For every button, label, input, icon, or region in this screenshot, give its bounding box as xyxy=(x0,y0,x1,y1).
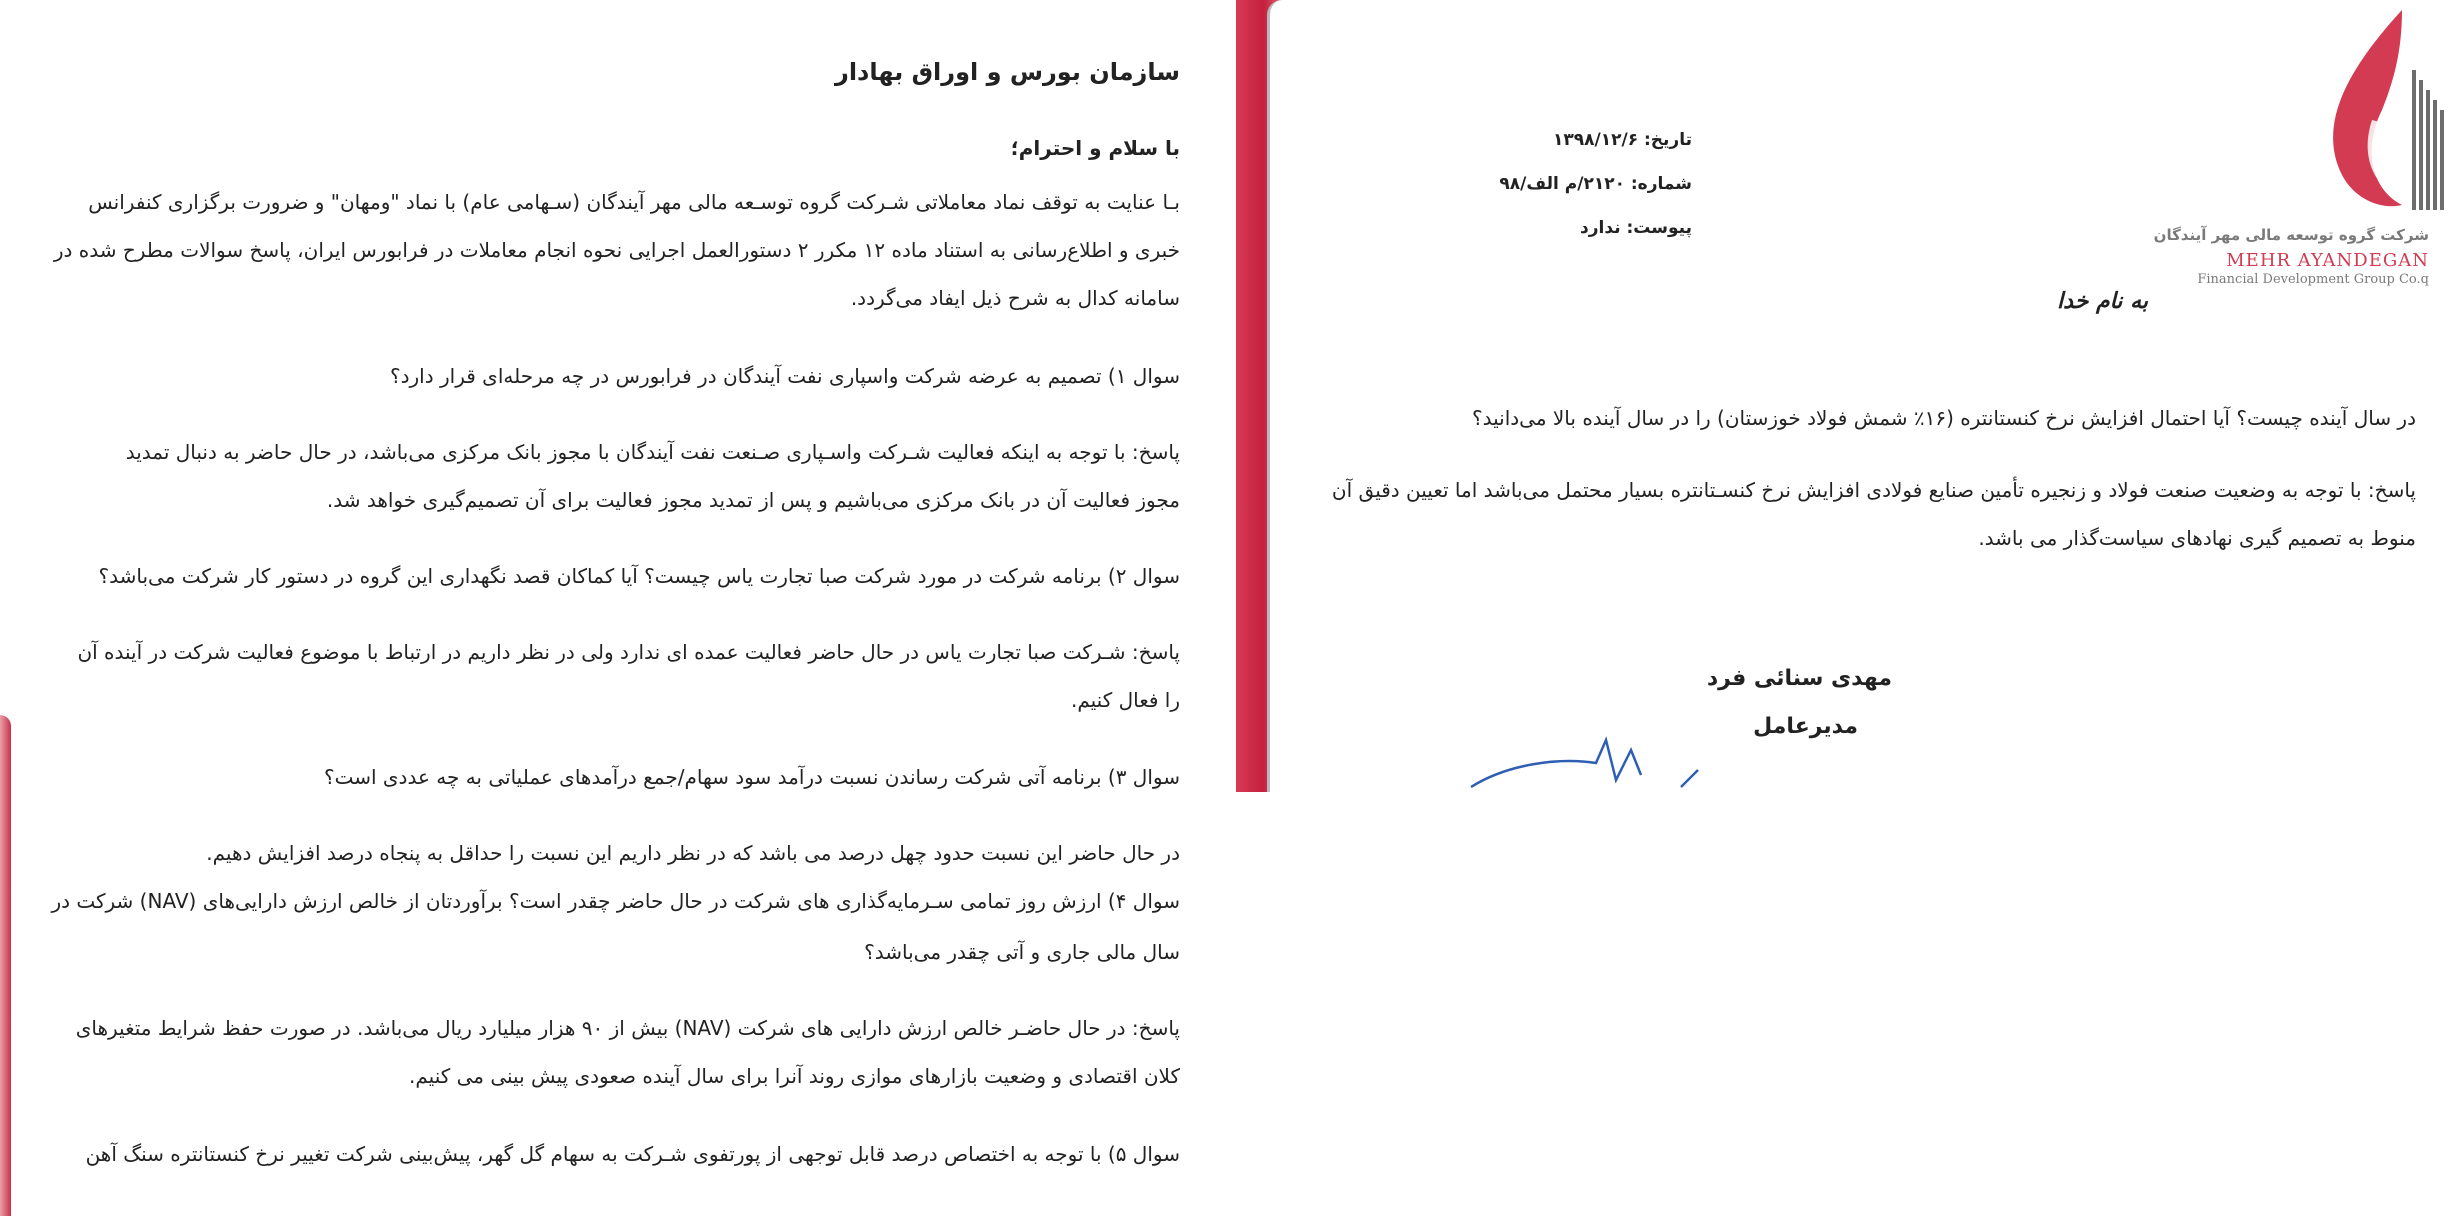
recipient-heading: سازمان بورس و اوراق بهادار xyxy=(835,58,1180,86)
number-value: ۲۱۲۰/م الف/۹۸ xyxy=(1499,174,1625,194)
answer-1-line-2: مجوز فعالیت آن در بانک مرکزی می‌باشیم و پس از تمدید مجوز فعالیت برای آن تصمیم‌گیری خواهد شد. xyxy=(326,488,1180,512)
letter-page-right xyxy=(1236,0,2452,792)
question-5: سوال ۵) با توجه به اختصاص درصد قابل توجهی از پورتفوی شـرکت به سهام گل گهر، پیش‌بینی شرکت تغییر نرخ کنستانتره سنگ آهن xyxy=(85,1142,1180,1166)
answer-4-line-2: کلان اقتصادی و وضعیت بازارهای موازی روند آنرا برای سال آینده صعودی پیش بینی می کنیم. xyxy=(408,1064,1180,1088)
intro-line-3: سامانه کدال به شرح ذیل ایفاد می‌گردد. xyxy=(850,286,1180,310)
greeting: با سلام و احترام؛ xyxy=(1010,136,1180,160)
attachment-value: ندارد xyxy=(1580,218,1621,238)
answer-4-line-1: پاسخ: در حال حاضـر خالص ارزش دارایی های شرکت (NAV) بیش از ۹۰ هزار میلیارد ریال می‌باشد. در صورت حفظ شرایط متغیرهای xyxy=(75,1016,1180,1040)
logo-text-subtitle: Financial Development Group Co.q xyxy=(2197,272,2429,287)
attachment-label: پیوست: xyxy=(1626,218,1692,238)
question-1: سوال ۱) تصمیم به عرضه شرکت واسپاری نفت آیندگان در فرابورس در چه مرحله‌ای قرار دارد؟ xyxy=(390,364,1180,388)
answer-5-line-2: منوط به تصمیم گیری نهادهای سیاست‌گذار می باشد. xyxy=(1978,526,2416,550)
question-3: سوال ۳) برنامه آتی شرکت رساندن نسبت درآمد سود سهام/جمع درآمدهای عملیاتی به چه عددی است؟ xyxy=(323,765,1180,789)
answer-1-line-1: پاسخ: با توجه به اینکه فعالیت شـرکت واسـپاری صـنعت نفت آیندگان با مجوز بانک مرکزی می‌باشد، در حال حاضر به دنبال تمدید xyxy=(125,440,1180,464)
intro-line-2: خبری و اطلاع‌رسانی به استناد ماده ۱۲ مکرر ۲ دستورالعمل اجرایی نحوه انجام معاملات در فرابورس ایران، پاسخ سوالات مطرح شده در xyxy=(53,238,1180,262)
logo-text-english: MEHR AYANDEGAN xyxy=(2226,250,2429,271)
besmellah-heading: به نام خدا xyxy=(2057,288,2148,314)
flame-logo-icon xyxy=(2197,0,2452,230)
letter-attachment xyxy=(1580,214,1692,242)
question-5-continued: در سال آینده چیست؟ آیا احتمال افزایش نرخ کنستانتره (۱۶٪ شمش فولاد خوزستان) را در سال آینده بالا می‌دانید؟ xyxy=(1471,406,2416,430)
answer-5-line-1: پاسخ: با توجه به وضعیت صنعت فولاد و زنجیره تأمین صنایع فولادی افزایش نرخ کنسـتانتره بسیار محتمل می‌باشد اما تعیین دقیق آن xyxy=(1331,478,2416,502)
signer-title: مدیرعامل xyxy=(1753,714,1858,739)
page-edge-band xyxy=(0,715,11,1216)
date-value: ۱۳۹۸/۱۲/۶ xyxy=(1553,130,1639,150)
question-2: سوال ۲) برنامه شرکت در مورد شرکت صبا تجارت یاس چیست؟ آیا کماکان قصد نگهداری این گروه در دستور کار شرکت می‌باشد؟ xyxy=(98,564,1180,588)
letter-date xyxy=(1553,126,1692,154)
intro-line-1: بـا عنایت به توقف نماد معاملاتی شـرکت گروه توسـعه مالی مهر آیندگان (سـهامی عام) با نماد "ومهان" و ضرورت برگزاری کنفرانس xyxy=(88,190,1180,214)
answer-3: در حال حاضر این نسبت حدود چهل درصد می باشد که در نظر داریم این نسبت را حداقل به پنجاه درصد افزایش دهیم. xyxy=(206,841,1180,865)
logo-text-persian: شرکت گروه توسعه مالی مهر آیندگان xyxy=(2153,226,2429,244)
letter-number xyxy=(1499,170,1692,198)
question-4-line-2: سال مالی جاری و آتی چقدر می‌باشد؟ xyxy=(864,940,1180,964)
company-logo xyxy=(2153,0,2452,290)
number-label: شماره: xyxy=(1630,174,1692,194)
signature-scribble-icon xyxy=(1466,735,1726,792)
signer-name: مهدی سنائی فرد xyxy=(1706,666,1892,691)
answer-2-line-1: پاسخ: شـرکت صبا تجارت یاس در حال حاضر فعالیت عمده ای ندارد ولی در نظر داریم در ارتباط با موضوع فعالیت شرکت در آینده آن xyxy=(77,640,1180,664)
date-label: تاریخ: xyxy=(1644,130,1692,150)
page-edge-band xyxy=(1236,0,1282,792)
question-4-line-1: سوال ۴) ارزش روز تمامی سـرمایه‌گذاری های شرکت در حال حاضر چقدر است؟ برآوردتان از خالص ارزش دارایی‌های (NAV) شرکت در xyxy=(51,889,1180,913)
answer-2-line-2: را فعال کنیم. xyxy=(1070,688,1180,712)
